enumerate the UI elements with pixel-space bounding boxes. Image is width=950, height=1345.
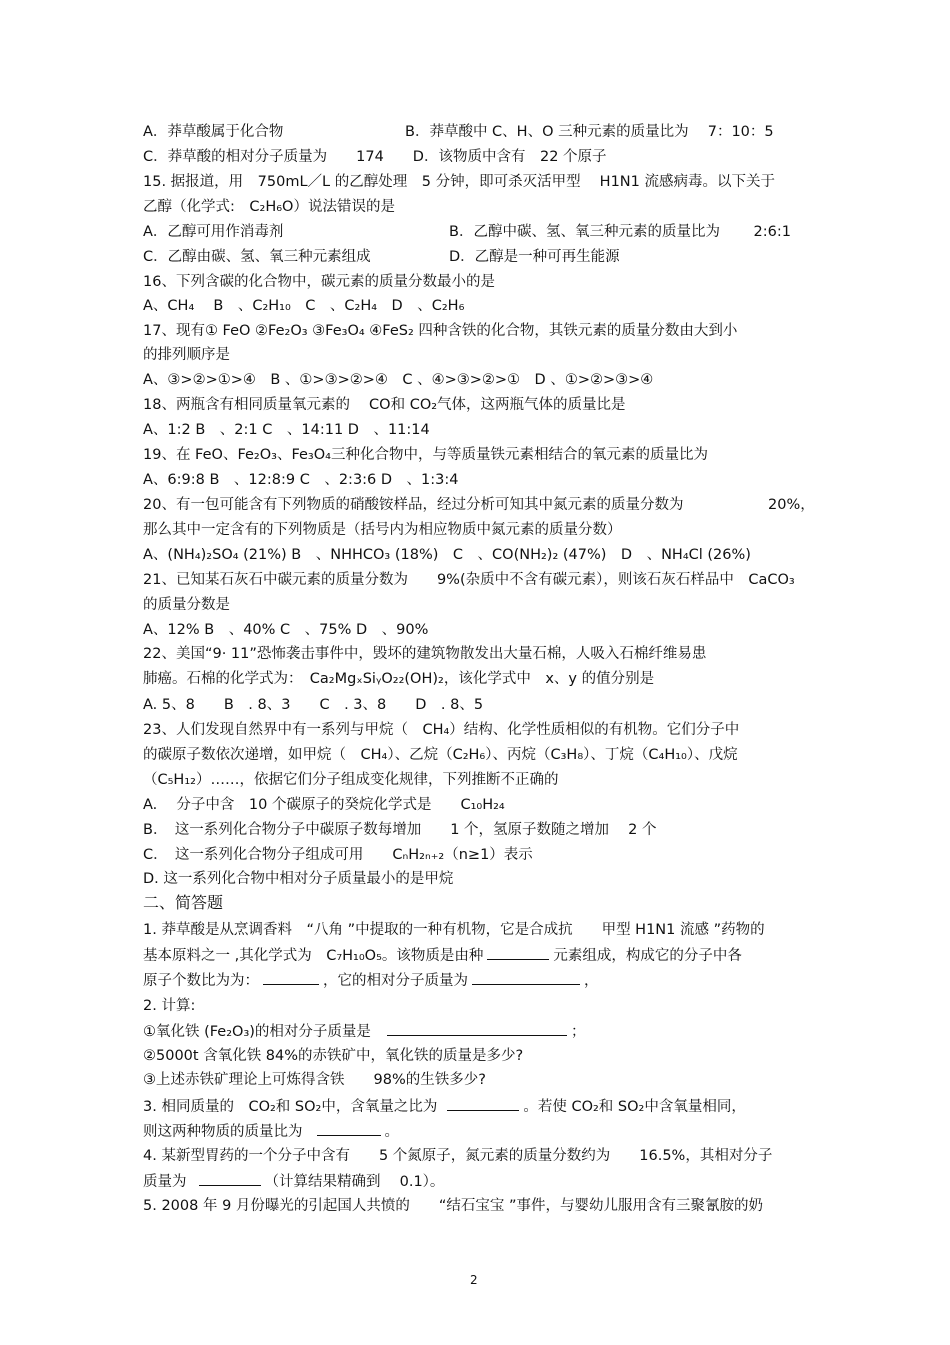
q3-line-2: 则这两种物质的质量比为 。 <box>143 1121 399 1142</box>
q2-line-1: ①氧化铁 (Fe₂O₃)的相对分子质量是 ； <box>143 1021 585 1042</box>
text-line: 15. 据报道，用 750mL／L 的乙醇处理 5 分钟，即可杀灭活甲型 H1N1 流感病毒。以下关于 <box>143 174 775 190</box>
q2-title: 2. 计算: <box>143 998 196 1014</box>
q1-line-2: 基本原料之一 ,其化学式为 C₇H₁₀O₅。该物质是由种 元素组成，构成它的分子中各 <box>143 945 742 966</box>
text-line: 肺癌。石棉的化学式为： Ca₂MgₓSiᵧO₂₂(OH)₂，该化学式中 x、y 的值分别是 <box>143 671 655 687</box>
text-line: A、(NH₄)₂SO₄ (21%) B 、NHHCO₃ (18%) C 、CO(NH₂)₂ (47%) D 、NH₄Cl (26%) <box>143 547 751 563</box>
text-line: A、CH₄ B 、C₂H₁₀ C 、C₂H₄ D 、C₂H₆ <box>143 298 465 314</box>
text-line: 的碳原子数依次递增，如甲烷（ CH₄）、乙烷（C₂H₆）、丙烷（C₃H₈）、丁烷（C₄H₁₀）、戊烷 <box>143 747 738 763</box>
text-line: 那么其中一定含有的下列物质是（括号内为相应物质中氮元素的质量分数） <box>143 522 622 538</box>
text-line: B． 这一系列化合物分子中碳原子数每增加 1 个，氢原子数随之增加 2 个 <box>143 822 657 838</box>
text-line: D. 这一系列化合物中相对分子质量最小的是甲烷 <box>143 871 454 887</box>
text-line: 17、现有① FeO ②Fe₂O₃ ③Fe₃O₄ ④FeS₂ 四种含铁的化合物，其铁元素的质量分数由大到小 <box>143 323 738 339</box>
text-line: 的排列顺序是 <box>143 347 230 363</box>
text-line: ②5000t 含氧化铁 84%的赤铁矿中，氧化铁的质量是多少? <box>143 1048 524 1064</box>
text-line: C． 这一系列化合物分子组成可用 CₙH₂ₙ₊₂（n≥1）表示 <box>143 847 533 863</box>
text-line: 20、有一包可能含有下列物质的硝酸铵样品，经过分析可知其中氮元素的质量分数为 <box>143 497 684 513</box>
text-column-2: 20%， <box>768 497 815 513</box>
text-line: A．莽草酸属于化合物 <box>143 124 284 140</box>
text-line: 的质量分数是 <box>143 597 230 613</box>
text-line: C．乙醇由碳、氢、氧三种元素组成 <box>143 249 371 265</box>
text-line: 1. 莽草酸是从烹调香料 “八角 ”中提取的一种有机物，它是合成抗 甲型 H1N1 流感 ”药物的 <box>143 922 765 938</box>
text-column-2: B．乙醇中碳、氢、氧三种元素的质量比为 2:6:1 <box>449 224 792 240</box>
text-line: （C₅H₁₂）……，依据它们分子组成变化规律，下列推断不正确的 <box>143 772 559 788</box>
text-line: A. 5、8 B . 8、3 C . 3、8 D . 8、5 <box>143 697 484 713</box>
text-line: C．莽草酸的相对分子质量为 174 D．该物质中含有 22 个原子 <box>143 149 607 165</box>
text-line: 21、已知某石灰石中碳元素的质量分数为 9%(杂质中不含有碳元素），则该石灰石样品中 CaCO₃ <box>143 572 795 588</box>
text-column-2: D．乙醇是一种可再生能源 <box>449 249 620 265</box>
text-line: A、6:9:8 B 、12:8:9 C 、2:3:6 D 、1:3:4 <box>143 472 459 488</box>
q4-line-2: 质量为 （计算结果精确到 0.1）。 <box>143 1171 444 1192</box>
q4-line-1: 4. 某新型胃药的一个分子中含有 5 个氮原子，氮元素的质量分数约为 16.5%，其相对分子 <box>143 1148 773 1164</box>
text-line: 19、在 FeO、Fe₂O₃、Fe₃O₄三种化合物中，与等质量铁元素相结合的氧元素的质量比为 <box>143 447 708 463</box>
text-line: 22、美国“9· 11”恐怖袭击事件中，毁坏的建筑物散发出大量石棉，人吸入石棉纤维易患 <box>143 646 707 662</box>
text-line: 18、两瓶含有相同质量氧元素的 CO和 CO₂气体，这两瓶气体的质量比是 <box>143 397 626 413</box>
text-line: A、③>②>①>④ B 、①>③>②>④ C 、④>③>②>① D 、①>②>③>④ <box>143 372 654 388</box>
q3-line-1: 3. 相同质量的 CO₂和 SO₂中，含氧量之比为 。若使 CO₂和 SO₂中含氧量相同， <box>143 1096 746 1117</box>
text-line: A、1:2 B 、2:1 C 、14:11 D 、11:14 <box>143 422 430 438</box>
text-line: 16、下列含碳的化合物中，碳元素的质量分数最小的是 <box>143 274 495 290</box>
text-line: A、12% B 、40% C 、75% D 、90% <box>143 622 429 638</box>
text-column-2: B．莽草酸中 C、H、O 三种元素的质量比为 7：10：5 <box>405 124 774 140</box>
text-line: A．乙醇可用作消毒剂 <box>143 224 284 240</box>
text-line: ③上述赤铁矿理论上可炼得含铁 98%的生铁多少? <box>143 1072 486 1088</box>
text-line: A. 分子中含 10 个碳原子的癸烷化学式是 C₁₀H₂₄ <box>143 797 505 813</box>
section-heading: 二、简答题 <box>143 893 224 912</box>
page-number: 2 <box>470 1273 478 1287</box>
q1-line-3: 原子个数比为为： ，它的相对分子质量为 ， <box>143 970 599 991</box>
text-line: 乙醇（化学式: C₂H₆O）说法错误的是 <box>143 199 395 215</box>
text-line: 23、人们发现自然界中有一系列与甲烷（ CH₄）结构、化学性质相似的有机物。它们分子中 <box>143 722 740 738</box>
text-line: 5. 2008 年 9 月份曝光的引起国人共愤的 “结石宝宝 ”事件，与婴幼儿服用含有三聚氰胺的奶 <box>143 1198 764 1214</box>
